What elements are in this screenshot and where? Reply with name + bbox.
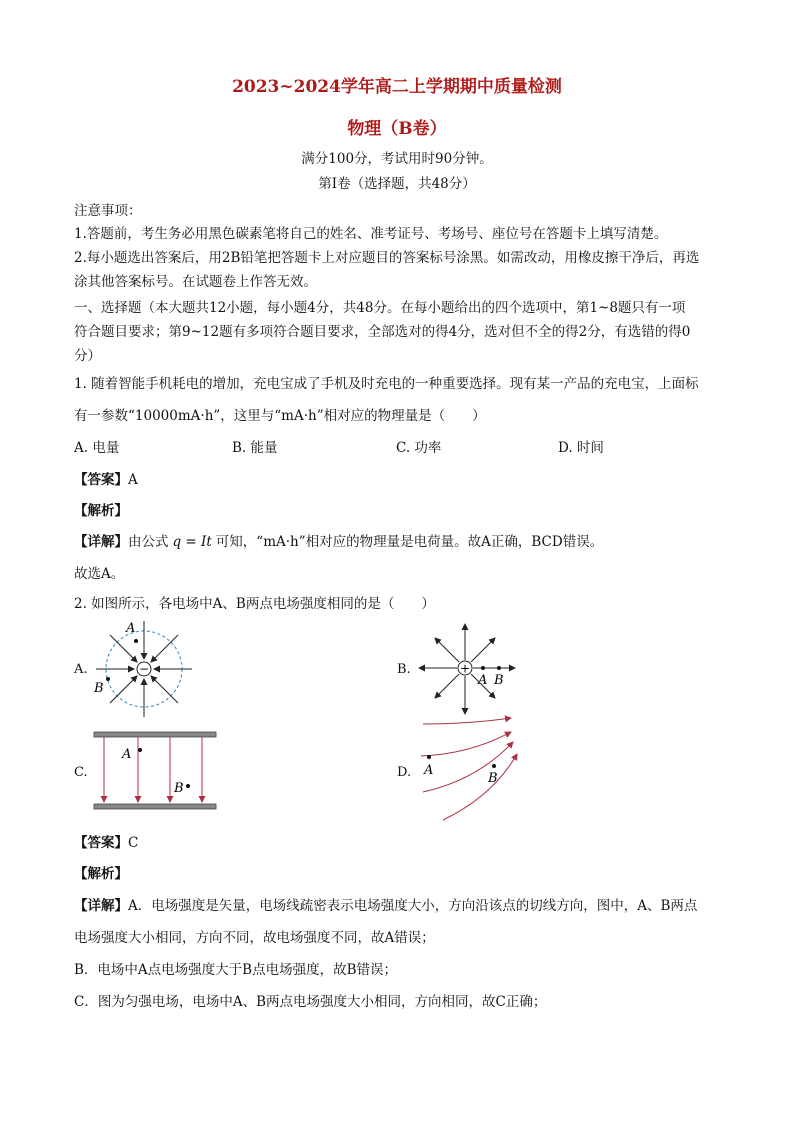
notice-item-1: 1.答题前，考生务必用黑色碳素笔将自己的姓名、准考证号、考场号、座位号在答题卡上填写清楚。 (74, 226, 668, 242)
q1-answer-tag: 【答案】 (74, 472, 128, 488)
exam-subtitle: 物理（B卷） (347, 119, 447, 139)
q2-answer-tag: 【答案】 (74, 835, 128, 851)
q2-detail-b: B．电场中A点电场强度大于B点电场强度，故B错误； (74, 962, 398, 978)
point-b-label: B (174, 781, 184, 796)
point-b-dot (186, 784, 190, 788)
point-a-dot (427, 755, 431, 759)
section-line-2: 符合题目要求；第9~12题有多项符合题目要求，全部选对的得4分，选对但不全的得2分，有选错的得0 (74, 324, 691, 340)
q1-option-c: C. 功率 (396, 440, 442, 456)
q1-analysis-row (74, 499, 724, 519)
q1-detail-b: 可知，“mA·h”相对应的物理量是电荷量。故A正确，BCD错误。 (215, 534, 604, 550)
q2-detail-tag: 【详解】 (74, 898, 128, 914)
point-a-label: A (126, 621, 136, 636)
positive-sign: + (459, 661, 471, 676)
section-line-3: 分） (74, 348, 101, 364)
q1-stem-line-1: 1. 随着智能手机耗电的增加，充电宝成了手机及时充电的一种重要选择。现有某一产品的充电宝，上面标 (74, 376, 699, 392)
q1-detail-a: 由公式 (128, 534, 169, 550)
top-plate (94, 732, 216, 737)
bottom-plate (94, 804, 216, 809)
q2-figure-d (415, 714, 530, 826)
q2-figure-a (90, 615, 200, 725)
point-b-label: B (94, 681, 104, 696)
q1-answer-value: A (128, 472, 138, 488)
q2-detail-c: C．图为匀强电场，电场中A、B两点电场强度大小相同，方向相同，故C正确； (74, 994, 547, 1010)
score-info: 满分100分，考试用时90分钟。 (301, 151, 493, 167)
q2-detail-a2: 电场强度大小相同，方向不同，故电场强度不同，故A错误； (74, 930, 435, 946)
q1-formula: q = It (172, 534, 212, 550)
point-b-dot (106, 677, 110, 681)
point-a-dot (481, 666, 485, 670)
q2-analysis-row (74, 862, 724, 882)
point-b-label: B (494, 673, 504, 688)
q1-stem-line-2: 有一参数“10000mA·h”，这里与“mA·h”相对应的物理量是（ ） (74, 408, 486, 424)
point-a-dot (138, 748, 142, 752)
q1-conclusion: 故选A。 (74, 566, 125, 582)
notice-item-2-line-2: 涂其他答案标号。在试题卷上作答无效。 (74, 274, 317, 290)
part-info: 第Ⅰ卷（选择题，共48分） (318, 176, 476, 192)
q2-fig-label-b: B. (397, 662, 411, 677)
point-b-dot (497, 666, 501, 670)
notice-heading: 注意事项： (74, 203, 142, 219)
q1-detail-row (74, 530, 724, 550)
point-a-label: A (122, 747, 132, 762)
q1-analysis-tag: 【解析】 (74, 503, 128, 519)
q1-answer-row (74, 468, 724, 488)
q1-option-a: A. 电量 (74, 440, 120, 456)
point-a-label: A (424, 763, 434, 778)
q2-figure-b (415, 620, 525, 720)
exam-title: 2023~2024学年高二上学期期中质量检测 (232, 77, 562, 97)
q2-fig-label-a: A. (74, 662, 88, 677)
negative-sign: − (138, 662, 150, 676)
point-b-label: B (488, 771, 498, 786)
q2-fig-label-c: C. (74, 765, 88, 780)
q1-option-b: B. 能量 (232, 440, 278, 456)
point-a-label: A (478, 673, 488, 688)
q2-analysis-tag: 【解析】 (74, 866, 128, 882)
curved-field-lines (421, 718, 517, 820)
uniform-field-lines (104, 737, 202, 802)
q2-detail-a1: A．电场强度是矢量，电场线疏密表示电场强度大小，方向沿该点的切线方向，图中，A、B两点 (128, 898, 698, 914)
q1-detail-tag: 【详解】 (74, 534, 128, 550)
notice-item-2-line-1: 2.每小题选出答案后，用2B铅笔把答题卡上对应题目的答案标号涂黑。如需改动，用橡皮擦干净后，再选 (74, 250, 700, 266)
point-b-dot (492, 764, 496, 768)
q2-figure-c (90, 728, 220, 812)
q1-option-d: D. 时间 (558, 440, 604, 456)
q2-fig-label-d: D. (397, 765, 412, 780)
point-a-dot (134, 639, 138, 643)
q2-answer-row (74, 831, 724, 851)
section-line-1: 一、选择题（本大题共12小题，每小题4分，共48分。在每小题给出的四个选项中，第1~8题只有一项 (74, 300, 686, 316)
q2-answer-value: C (128, 835, 139, 851)
q2-stem: 2. 如图所示，各电场中A、B两点电场强度相同的是（ ） (74, 596, 435, 612)
q2-detail-row-1 (74, 894, 724, 914)
